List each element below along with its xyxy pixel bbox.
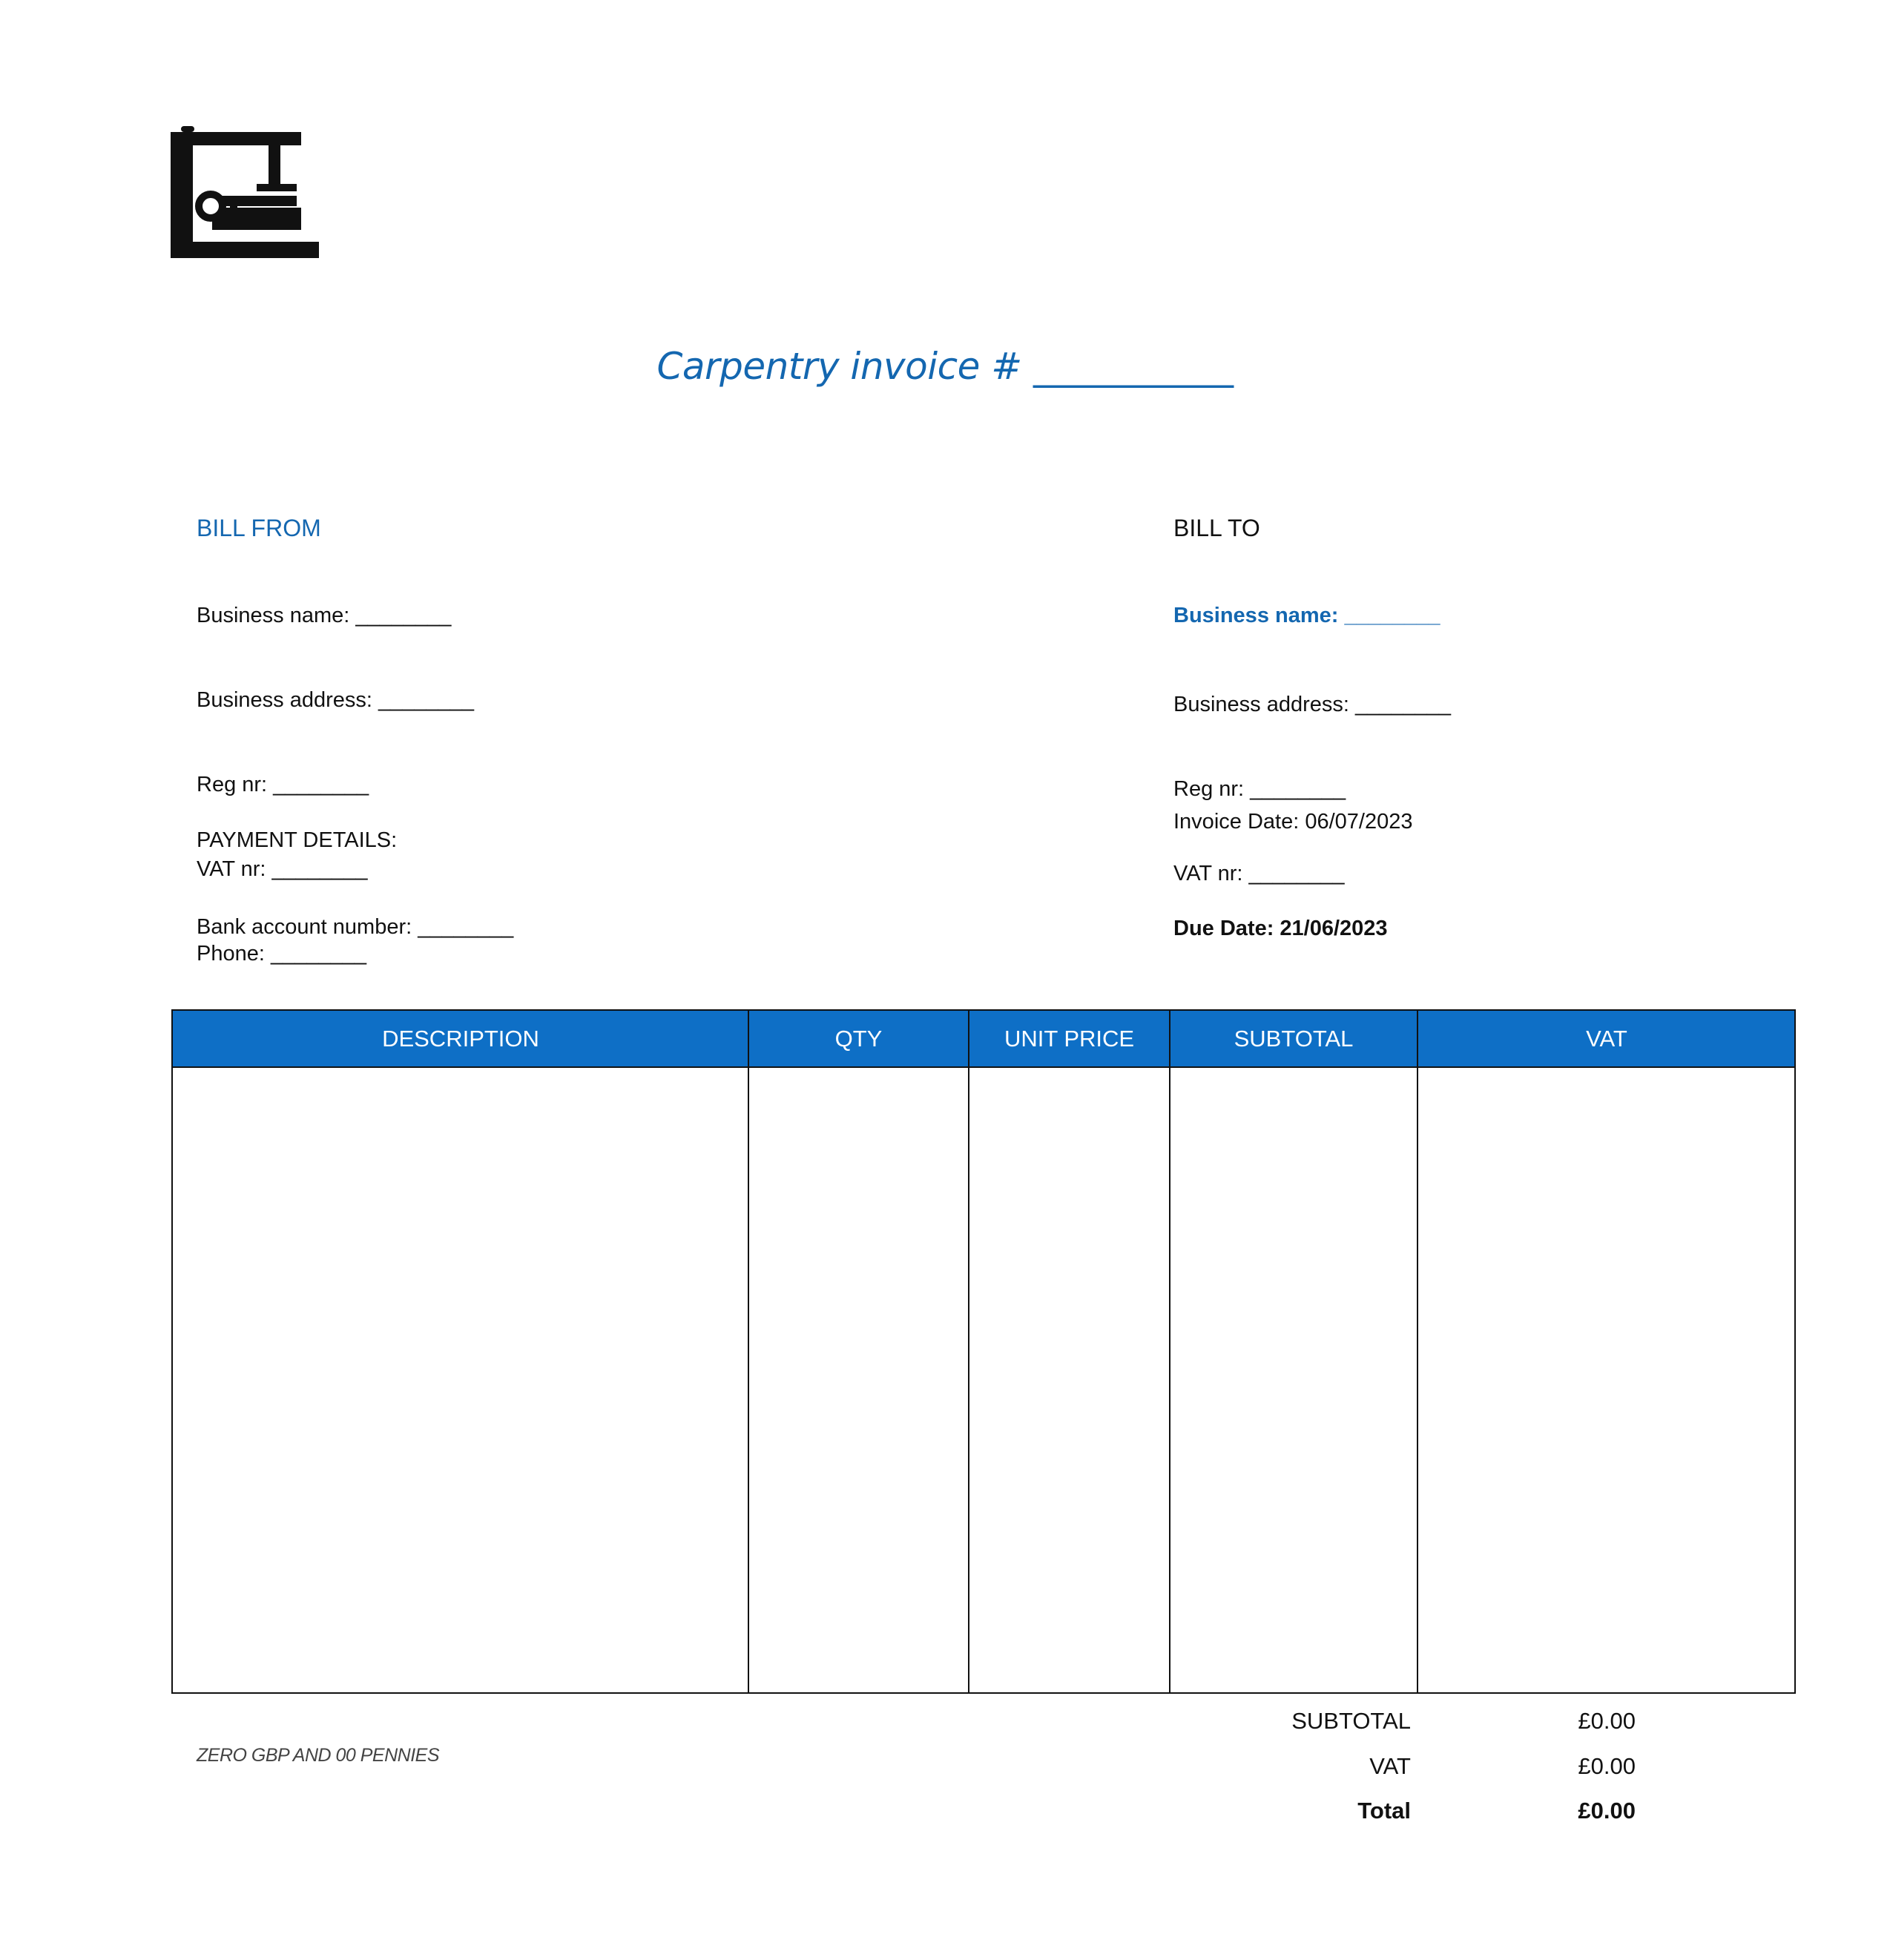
- items-table: [171, 1009, 1796, 1694]
- bill-from-vat-nr: VAT nr: ________: [197, 857, 368, 881]
- header-qty: QTY: [834, 1026, 883, 1052]
- column-divider: [748, 1011, 749, 1692]
- column-divider: [1417, 1011, 1418, 1692]
- bill-to-reg-nr: Reg nr: ________: [1173, 777, 1346, 801]
- vat-value: £0.00: [1578, 1753, 1636, 1779]
- bank-account-number: Bank account number: ________: [197, 915, 514, 939]
- due-date: Due Date: 21/06/2023: [1173, 917, 1388, 940]
- invoice-date: Invoice Date: 06/07/2023: [1173, 810, 1413, 834]
- bill-from-business-address: Business address: ________: [197, 688, 475, 712]
- header-vat: VAT: [1586, 1026, 1627, 1052]
- bill-to-business-address: Business address: ________: [1173, 693, 1452, 716]
- drill-press-icon: [171, 125, 319, 263]
- header-unit-price: UNIT PRICE: [1004, 1026, 1135, 1052]
- subtotal-label: SUBTOTAL: [1291, 1708, 1411, 1734]
- vat-label: VAT: [1369, 1753, 1411, 1779]
- column-divider: [1169, 1011, 1170, 1692]
- bill-from-reg-nr: Reg nr: ________: [197, 773, 369, 796]
- bill-from-heading: BILL FROM: [197, 515, 321, 541]
- column-divider: [968, 1011, 969, 1692]
- bill-from-phone: Phone: ________: [197, 942, 366, 966]
- bill-to-heading: BILL TO: [1173, 515, 1260, 541]
- amount-in-words: ZERO GBP AND 00 PENNIES: [197, 1745, 440, 1766]
- bill-from-business-name: Business name: ________: [197, 604, 452, 627]
- payment-heading: PAYMENT DETAILS:: [197, 828, 398, 852]
- payment-details: [197, 768, 513, 971]
- header-description: DESCRIPTION: [382, 1026, 539, 1052]
- header-subtotal: SUBTOTAL: [1234, 1026, 1354, 1052]
- invoice-title: Carpentry invoice # ___________: [656, 345, 1234, 388]
- table-header: [173, 1011, 1794, 1068]
- total-label: Total: [1357, 1798, 1411, 1824]
- subtotal-value: £0.00: [1578, 1708, 1636, 1734]
- bill-to-business-name: Business name: ________: [1173, 604, 1440, 627]
- bill-to-vat-nr: VAT nr: ________: [1173, 862, 1345, 885]
- invoice-dates: [1173, 733, 1412, 982]
- total-value: £0.00: [1578, 1798, 1636, 1824]
